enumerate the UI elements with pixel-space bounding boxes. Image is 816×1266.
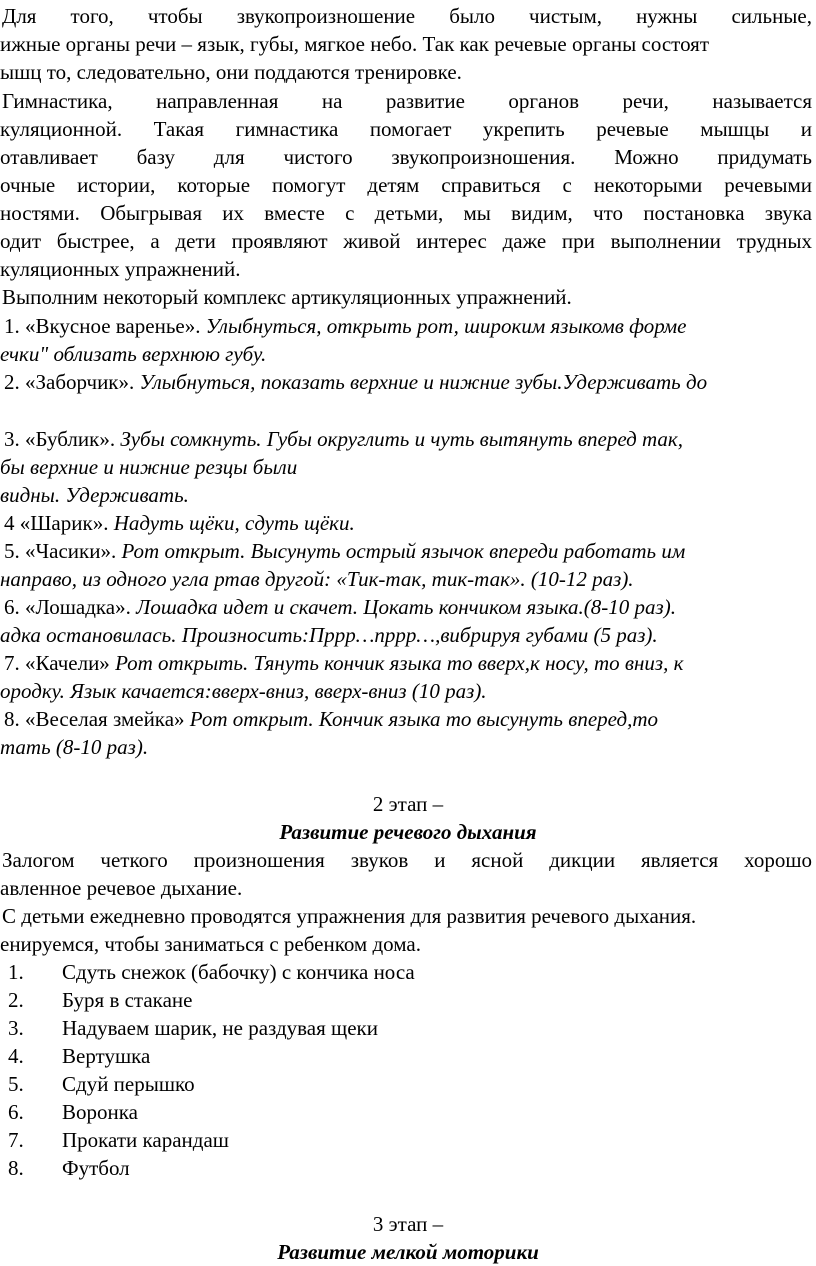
- exercise-7-desc-cont: ородку. Язык качается:вверх-вниз, вверх-вниз (10 раз).: [0, 679, 487, 703]
- list-item-number: 5.: [8, 1072, 24, 1096]
- text-line-10: куляционных упражнений.: [0, 257, 241, 281]
- list-item: [0, 986, 816, 1014]
- list-item-text: Надуваем шарик, не раздувая щеки: [62, 1016, 378, 1040]
- list-item: [0, 1014, 816, 1042]
- exercise-2: [4, 368, 707, 396]
- stage-3-label: 3 этап –: [372, 1212, 444, 1236]
- stage-2-title: Развитие речевого дыхания: [279, 820, 537, 844]
- exercise-5-desc: Рот открыт. Высунуть острый язычок впереди работать им: [121, 539, 686, 563]
- exercise-8: [4, 705, 658, 733]
- list-item-text: Воронка: [62, 1100, 138, 1124]
- exercise-3-title: 3. «Бублик».: [4, 427, 116, 451]
- stage-2-label: 2 этап –: [372, 792, 444, 816]
- exercise-7: [4, 649, 683, 677]
- list-item-text: Буря в стакане: [62, 988, 193, 1012]
- exercise-2-title: 2. «Заборчик».: [4, 370, 135, 394]
- exercise-1-title: 1. «Вкусное варенье».: [4, 314, 201, 338]
- stage-2-para-2-cont: енируемся, чтобы заниматься с ребенком дома.: [0, 932, 421, 956]
- exercise-6-title: 6. «Лошадка».: [4, 595, 131, 619]
- exercise-3: [4, 425, 683, 453]
- text-line-8: ностями. Обыгрывая их вместе с детьми, мы видим, что постановка звука: [0, 201, 812, 225]
- stage-3-title: Развитие мелкой моторики: [277, 1240, 539, 1264]
- list-item-text: Сдуть снежок (бабочку) с кончика носа: [62, 960, 415, 984]
- list-item: [0, 1070, 816, 1098]
- exercise-4-title: 4 «Шарик».: [4, 511, 109, 535]
- exercise-7-title: 7. «Качели»: [4, 651, 110, 675]
- stage-2-para-1: Залогом четкого произношения звуков и ясной дикции является хорошо: [2, 848, 812, 872]
- exercise-4-desc: Надуть щёки, сдуть щёки.: [113, 511, 355, 535]
- list-item-text: Футбол: [62, 1156, 130, 1180]
- list-item-number: 2.: [8, 988, 24, 1012]
- exercise-8-desc: Рот открыт. Кончик языка то высунуть вперед,то: [189, 707, 658, 731]
- list-item-text: Прокати карандаш: [62, 1128, 229, 1152]
- list-item-number: 7.: [8, 1128, 24, 1152]
- text-line-1: Для того, чтобы звукопроизношение было чистым, нужны сильные,: [2, 4, 812, 28]
- exercise-5-desc-cont: направо, из одного угла ртав другой: «Тик-так, тик-так». (10-12 раз).: [0, 567, 634, 591]
- exercise-6-desc: Лошадка идет и скачет. Цокать кончиком языка.(8-10 раз).: [136, 595, 676, 619]
- list-item: [0, 1126, 816, 1154]
- exercise-5: [4, 537, 685, 565]
- list-item-text: Вертушка: [62, 1044, 151, 1068]
- exercise-3-desc: Зубы сомкнуть. Губы округлить и чуть вытянуть вперед так,: [120, 427, 683, 451]
- text-line-11: Выполним некоторый комплекс артикуляционных упражнений.: [2, 285, 572, 309]
- stage-2-para-2: С детьми ежедневно проводятся упражнения для развития речевого дыхания.: [2, 904, 697, 928]
- list-item: [0, 1042, 816, 1070]
- text-line-6: отавливает базу для чистого звукопроизношения. Можно придумать: [0, 145, 812, 169]
- exercise-3-desc-cont: бы верхние и нижние резцы были: [0, 455, 298, 479]
- list-item-number: 1.: [8, 960, 24, 984]
- exercise-8-title: 8. «Веселая змейка»: [4, 707, 185, 731]
- exercise-4: [4, 509, 355, 537]
- text-line-7: очные истории, которые помогут детям справиться с некоторыми речевыми: [0, 173, 812, 197]
- text-line-4: Гимнастика, направленная на развитие органов речи, называется: [2, 89, 812, 113]
- exercise-5-title: 5. «Часики».: [4, 539, 117, 563]
- stage-2-para-1-cont: авленное речевое дыхание.: [0, 876, 243, 900]
- exercise-7-desc: Рот открыть. Тянуть кончик языка то вверх,к носу, то вниз, к: [115, 651, 684, 675]
- list-item-number: 4.: [8, 1044, 24, 1068]
- text-line-5: куляционной. Такая гимнастика помогает укрепить речевые мышцы и: [0, 117, 812, 141]
- list-item: [0, 1154, 816, 1182]
- list-item-number: 8.: [8, 1156, 24, 1180]
- exercise-1-desc: Улыбнуться, открыть рот, широким языкомв форме: [205, 314, 687, 338]
- list-item: [0, 1098, 816, 1126]
- list-item-number: 3.: [8, 1016, 24, 1040]
- exercise-6: [4, 593, 676, 621]
- text-line-2: ижные органы речи – язык, губы, мягкое небо. Так как речевые органы состоят: [0, 32, 710, 56]
- text-line-3: ышц то, следовательно, они поддаются тренировке.: [0, 60, 462, 84]
- list-item-text: Сдуй перышко: [62, 1072, 195, 1096]
- exercise-8-desc-cont: тать (8-10 раз).: [0, 735, 149, 759]
- exercise-1: [4, 312, 812, 340]
- text-line-9: одит быстрее, а дети проявляют живой интерес даже при выполнении трудных: [0, 229, 812, 253]
- exercise-6-desc-cont: адка остановилась. Произносить:Пррр…пррр…,вибрируя губами (5 раз).: [0, 623, 658, 647]
- exercise-3-desc-cont2: видны. Удерживать.: [0, 483, 189, 507]
- exercise-2-desc: Улыбнуться, показать верхние и нижние зубы.Удерживать до: [139, 370, 708, 394]
- list-item: [0, 958, 816, 986]
- list-item-number: 6.: [8, 1100, 24, 1124]
- exercise-1-desc-cont: ечки" облизать верхнюю губу.: [0, 342, 267, 366]
